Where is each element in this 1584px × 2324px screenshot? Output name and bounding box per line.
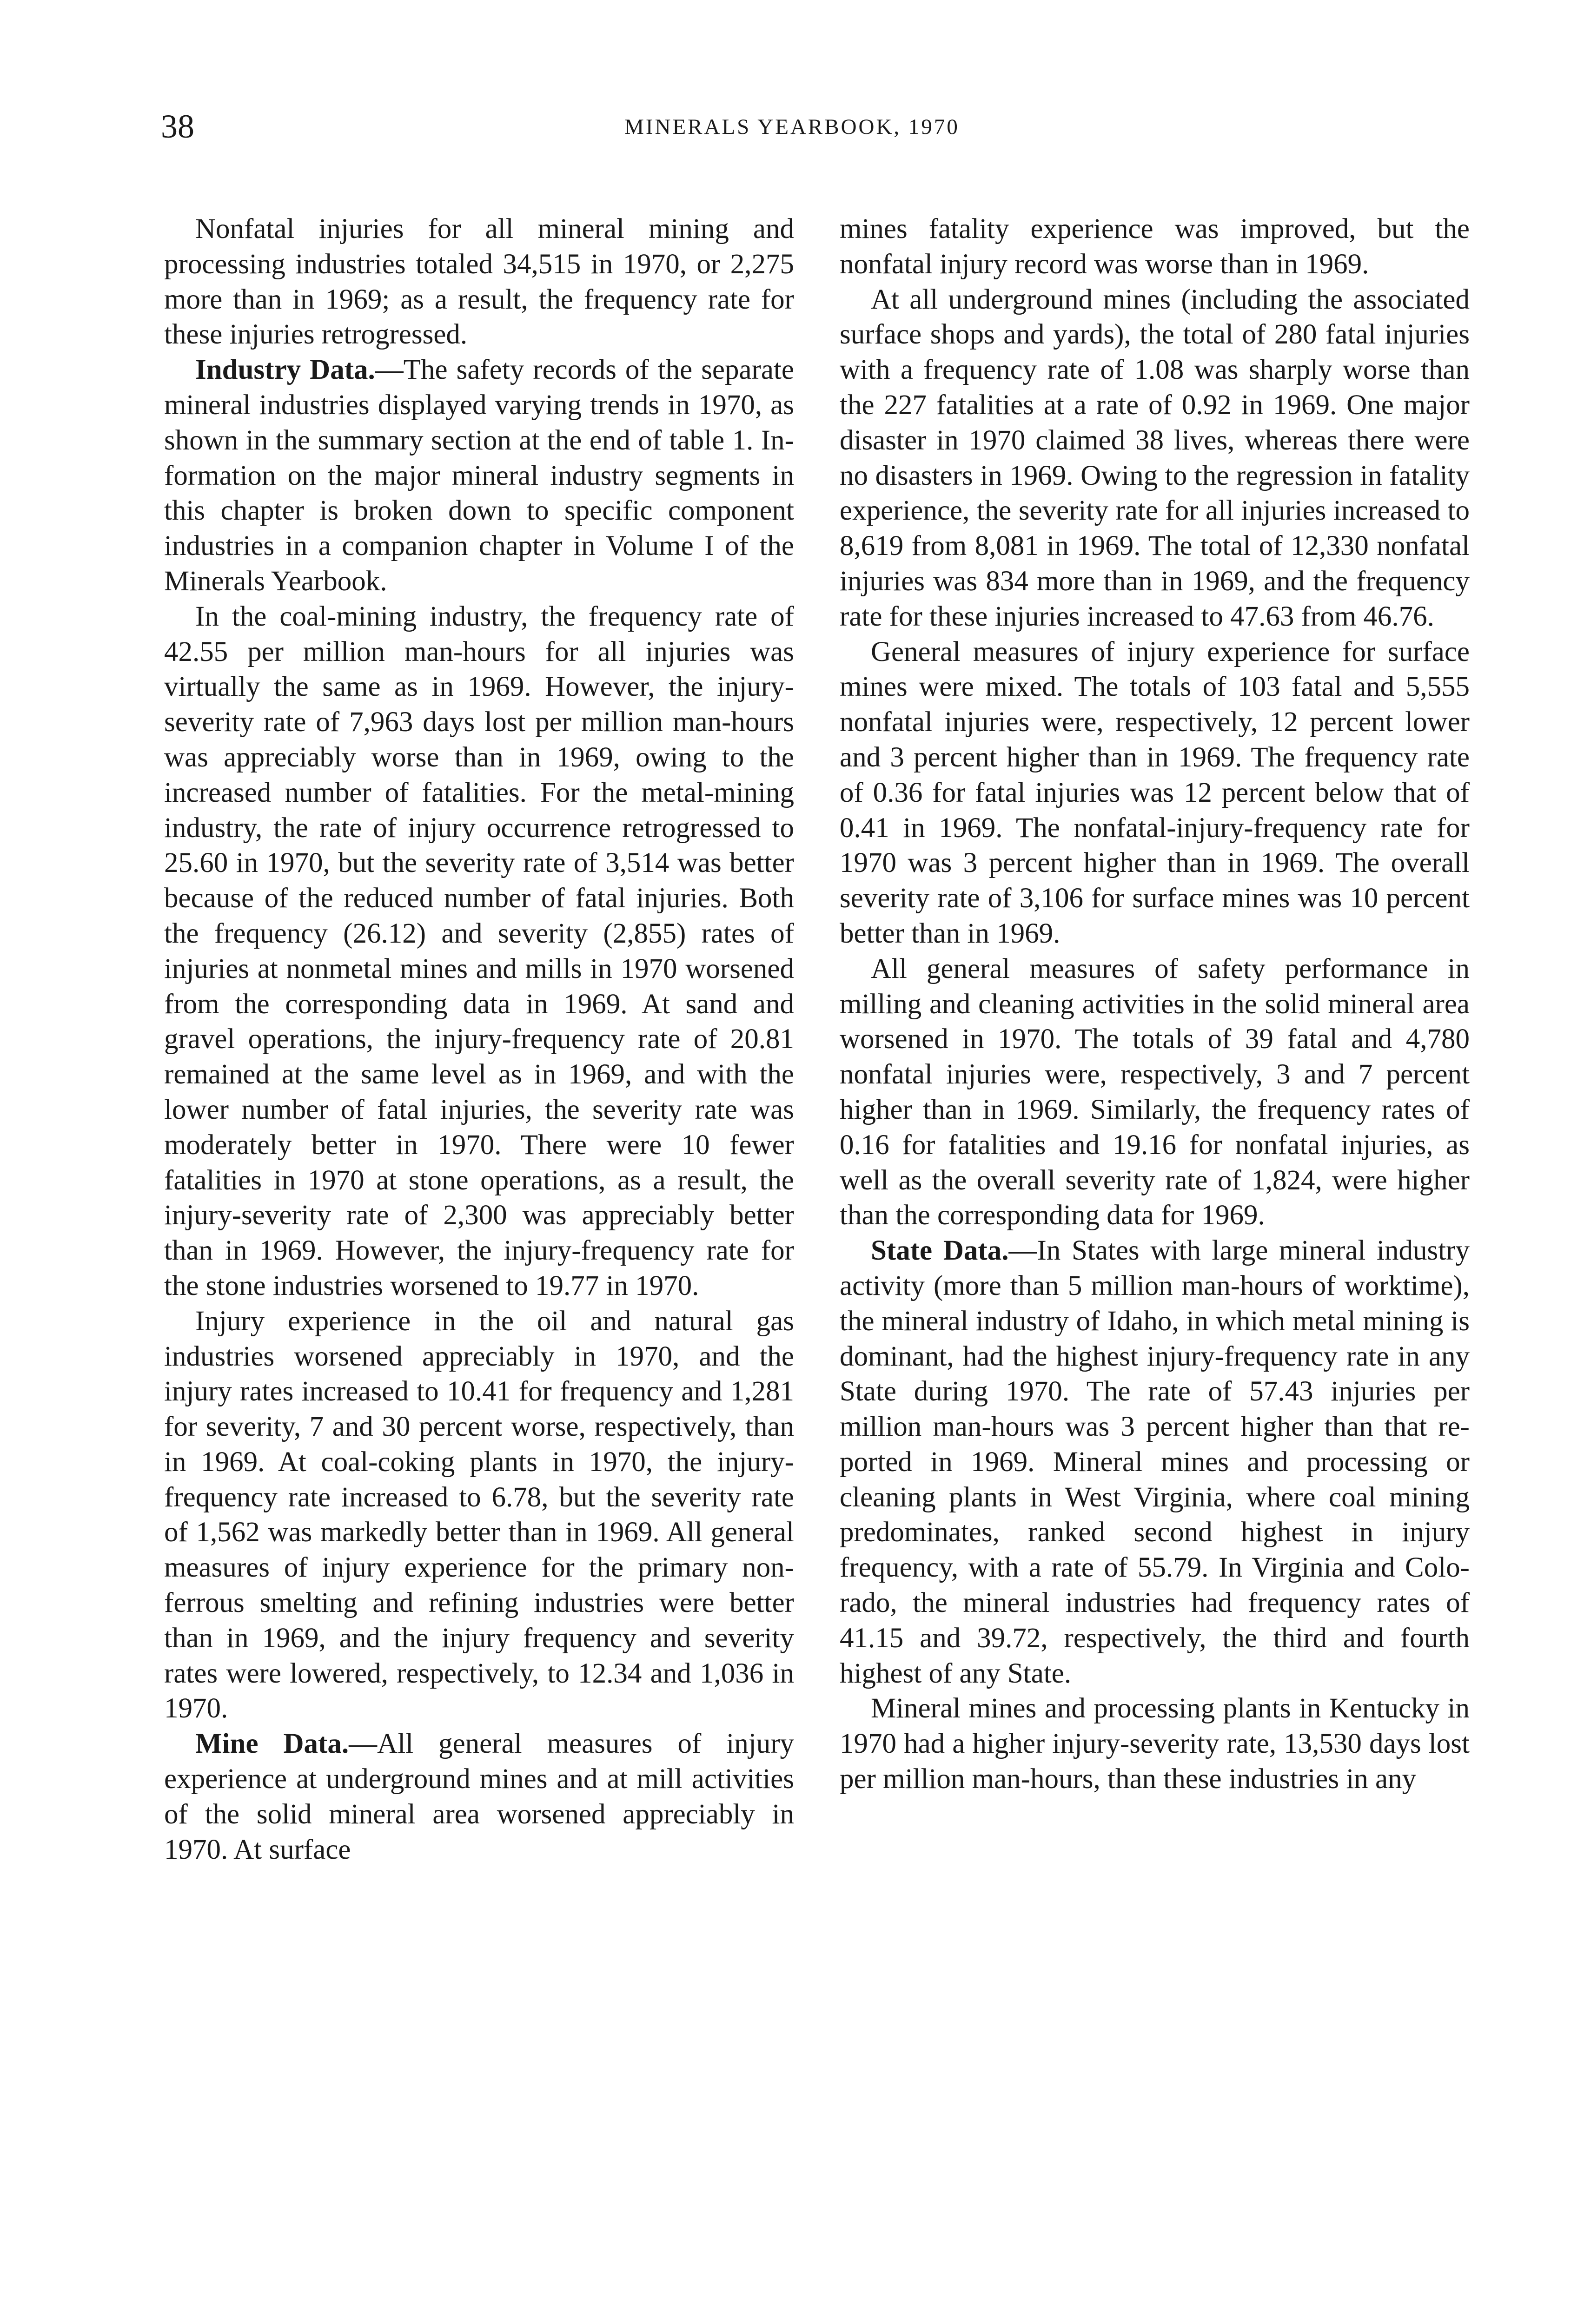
paragraph-underground-mines: At all underground mines (including the associated surface shops and yards), the total of 280 fatal injuries with a frequency rate of 1.08 was sharply worse than the 227 fatalities at a rate of 0.92 in 1969. One major disaster in 1970 claimed 38 lives, whereas there were no disasters in 1969. Owing to the regression in fatality experience, the severity rate for all injuries increased to 8,619 from 8,081 in 1969. The total of 12,330 nonfatal injuries was 834 more than in 1969, and the frequency rate for these injuries increased to 47.63 from 46.76. bbox=[840, 284, 1470, 632]
running-header: MINERALS YEARBOOK, 1970 bbox=[624, 115, 960, 139]
paragraph-coal-mining: In the coal-mining industry, the frequency rate of 42.55 per million man-hours for all injuries was virtually the same as in 1969. However, the injury-severity rate of 7,963 days lost per million man-hours was appreciably worse than in 1969, owing to the increased number of fatalities. For the metal-mining industry, the rate of injury occurrence retrogressed to 25.60 in 1970, but the severity rate of 3,514 was better because of the reduced number of fatal injuries. Both the frequency (26.12) and severity (2,855) rates of injuries at nonmetal mines and mills in 1970 worsened from the corresponding data in 1969. At sand and gravel operations, the injury-frequency rate of 20.81 remained at the same level as in 1969, and with the lower number of fatal injuries, the severity rate was moderately better in 1970. There were 10 fewer fatalities in 1970 at stone operations, as a result, the injury-severity rate of 2,300 was appreciably better than in 1969. However, the injury-frequency rate for the stone industries worsened to 19.77 in 1970. bbox=[164, 601, 794, 1301]
state-data-text: —In States with large mineral industry activity (more than 5 million man-hours of worktime), the mineral industry of Idaho, in which metal mining is dominant, had the highest injury-frequency rate in any State during 1970. The rate of 57.43 injuries per million man-hours was 3 percent higher than that reported in 1969. Mineral mines and processing or cleaning plants in West Virginia, where coal mining predominates, ranked second highest in injury frequency, with a rate of 55.79. In Virginia and Colorado, the mineral industries had frequency rates of 41.15 and 39.72, respectively, the third and fourth highest of any State. bbox=[840, 1235, 1470, 1689]
paragraph-surface-mines-continued: mines fatality experience was improved, but the nonfatal injury record was worse than in 1969. bbox=[840, 213, 1470, 280]
page-number: 38 bbox=[161, 108, 194, 145]
paragraph-kentucky: Mineral mines and processing plants in Kentucky in 1970 had a higher injury-severity rate, 13,530 days lost per million man-hours, than these industries in any bbox=[840, 1693, 1470, 1795]
state-data-heading: State Data. bbox=[871, 1235, 1009, 1267]
paragraph-milling-cleaning: All general measures of safety performance in milling and cleaning activities in the solid mineral area worsened in 1970. The totals of 39 fatal and 4,780 nonfatal injuries were, respectively, 3 and 7 percent higher than in 1969. Similarly, the frequency rates of 0.16 for fatalities and 19.16 for nonfatal injuries, as well as the overall severity rate of 1,824, were higher than the corresponding data for 1969. bbox=[840, 953, 1470, 1231]
industry-data-heading: Industry Data. bbox=[195, 354, 375, 386]
industry-data-text: —The safety records of the separate mineral industries displayed varying trends in 1970, as shown in the summary section at the end of table 1. Information on the major mineral industry segments in this chapter is broken down to specific component industries in a companion chapter in Volume I of the Minerals Yearbook. bbox=[164, 354, 794, 597]
paragraph-industry-data bbox=[164, 352, 794, 599]
left-column bbox=[164, 211, 794, 1867]
mine-data-heading: Mine Data. bbox=[195, 1728, 349, 1760]
paragraph-surface-mines: General measures of injury experience for surface mines were mixed. The totals of 103 fatal and 5,555 nonfatal injuries were, respectively, 12 percent lower and 3 percent higher than in 1969. The frequency rate of 0.36 for fatal injuries was 12 percent below that of 0.41 in 1969. The nonfatal-injury-frequency rate for 1970 was 3 percent higher than in 1969. The overall severity rate of 3,106 for surface mines was 10 percent better than in 1969. bbox=[840, 636, 1470, 949]
paragraph-mine-data bbox=[164, 1726, 794, 1867]
mine-data-text: —All general measures of injury experience at underground mines and at mill activities of the solid mineral area worsened appreciably in 1970. At surface bbox=[164, 1728, 795, 1865]
paragraph-state-data bbox=[840, 1233, 1470, 1691]
right-column bbox=[840, 211, 1470, 1797]
paragraph-nonfatal-injuries: Nonfatal injuries for all mineral mining and processing industries totaled 34,515 in 1970, or 2,275 more than in 1969; as a result, the frequency rate for these injuries retrogressed. bbox=[164, 213, 794, 350]
paragraph-oil-gas: Injury experience in the oil and natural gas industries worsened appreciably in 1970, and the injury rates increased to 10.41 for frequency and 1,281 for severity, 7 and 30 percent worse, respectively, than in 1969. At coal-coking plants in 1970, the injury-frequency rate increased to 6.78, but the severity rate of 1,562 was markedly better than in 1969. All general measures of injury experience for the primary nonferrous smelting and refining industries were better than in 1969, and the injury frequency and severity rates were lowered, respectively, to 12.34 and 1,036 in 1970. bbox=[164, 1305, 794, 1724]
